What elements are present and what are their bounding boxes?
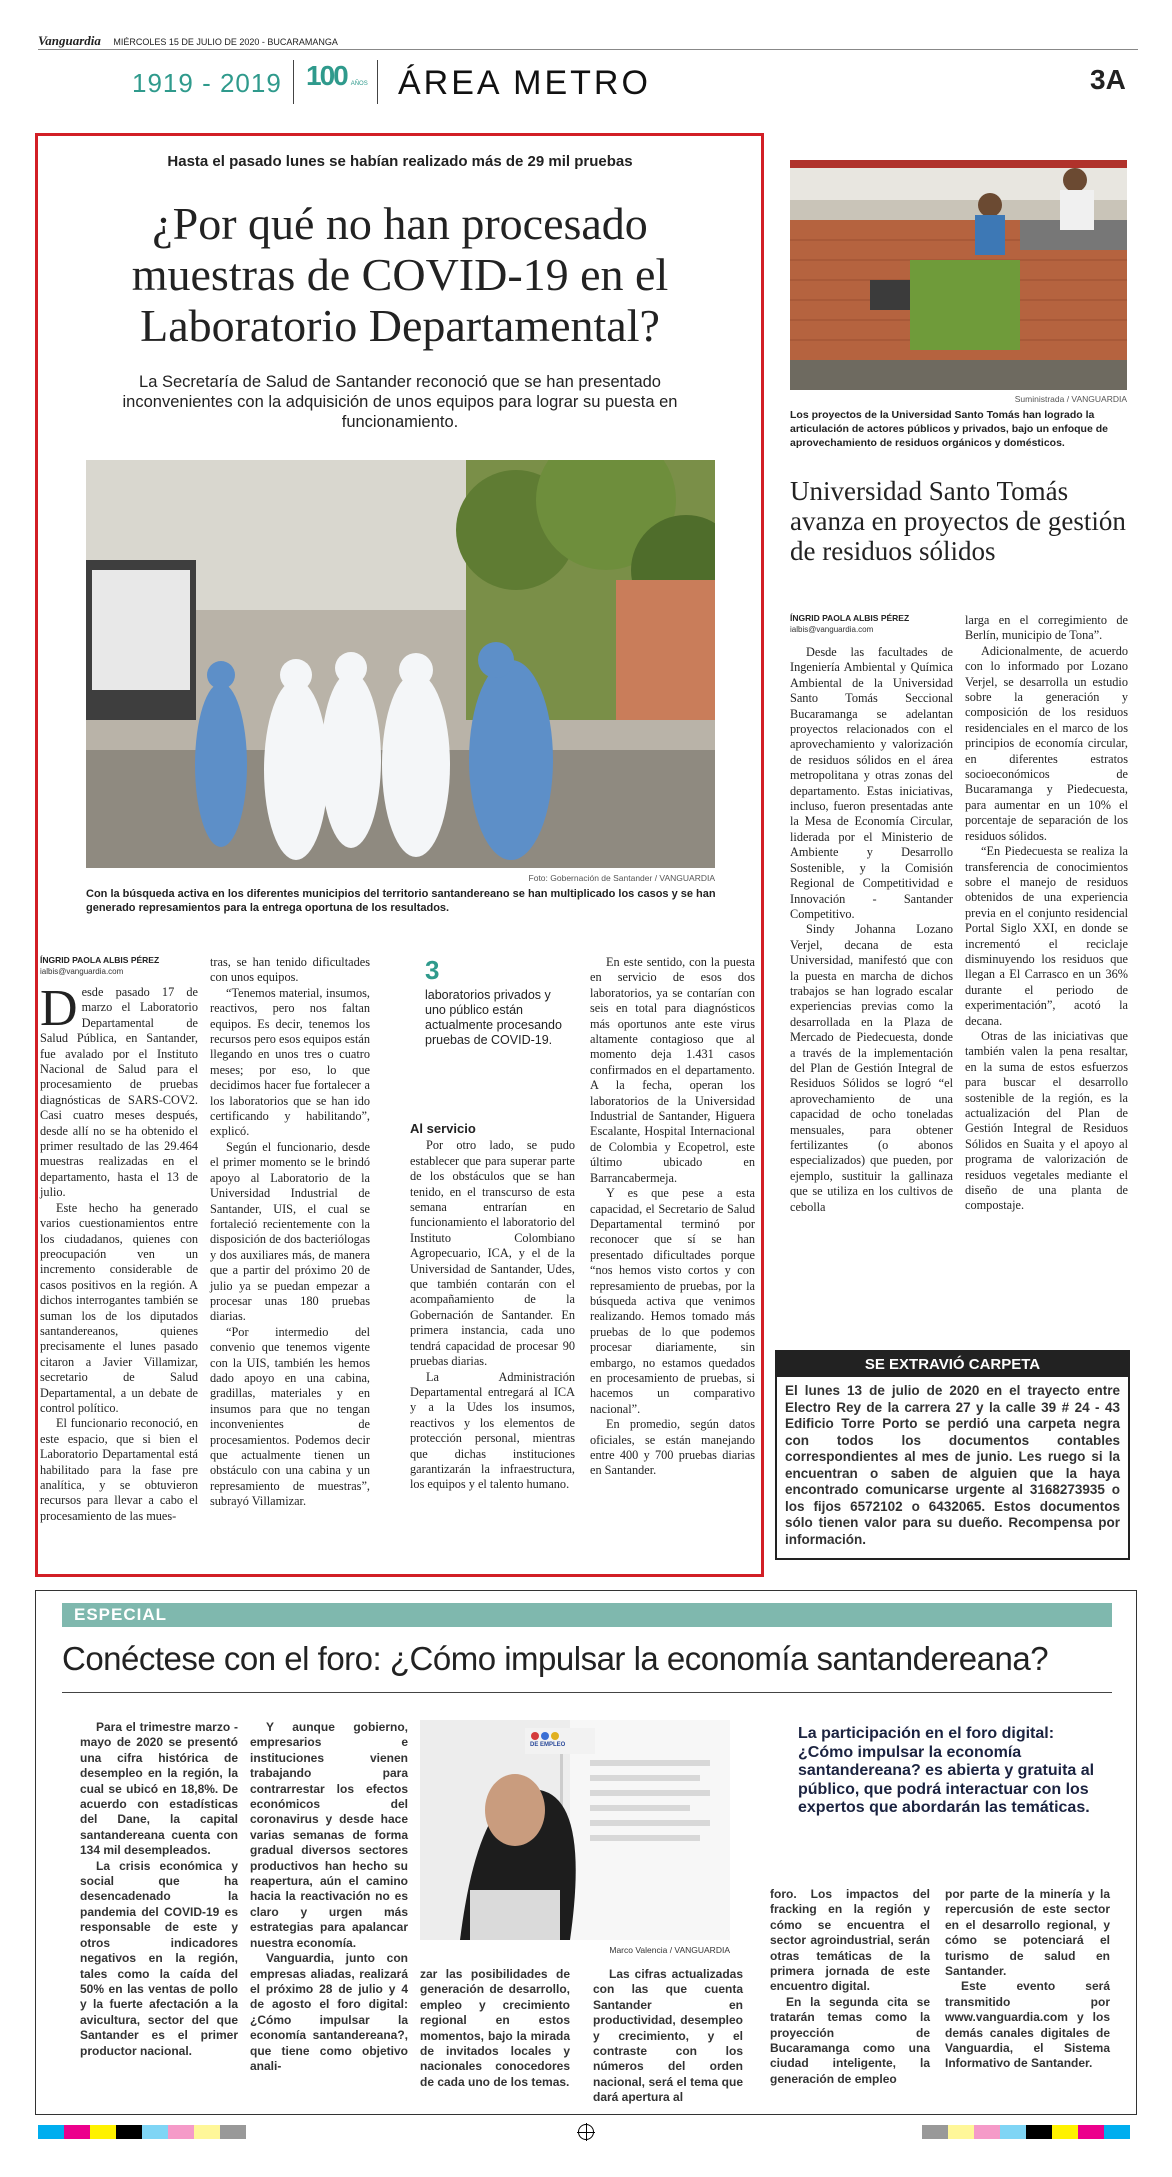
paragraph: El funcionario reconoció, en este espacio, que si bien el Laboratorio Departamental está habilitado para la fase pre analítica, y se obtuvieron recursos para llevar a cabo el procesamiento de las mues- [40, 1416, 198, 1523]
byline-name: ÍNGRID PAOLA ALBIS PÉREZ [790, 613, 910, 623]
paragraph: “En Piedecuesta se realiza la transferencia de conocimientos sobre el manejo de residuos obtenidos de una experiencia previa en el conjunto residencial Portal Siglo XXI, en donde se incrementó el reciclaje disminuyendo los residuos que llegan a El Carrasco en un 36% durante el periodo de experimentación”, acotó la decana. [965, 844, 1128, 1028]
special-headline: Conéctese con el foro: ¿Cómo impulsar la economía santandereana? [62, 1640, 1049, 1677]
side-column-2 [965, 613, 1128, 1214]
health-workers-illustration [86, 460, 715, 868]
job-seeker-illustration [420, 1720, 730, 1940]
classified-text: El lunes 13 de julio de 2020 en el trayecto entre Electro Rey de la carrera 27 y la calle 39 # 24 - 43 Edificio Torre Porto se perdió una carpeta negra con todos los documentos contables correspondientes al mes de junio. Les ruego si la encuentran o saben de alguien que la haya encontrado comunicarse urgente al 3168273935 o los fijos 6572102 o 6432065. Estos documentos sólo tienen valor para su dueño. Recompensa por información. [785, 1383, 1120, 1547]
paragraph: En promedio, según datos oficiales, se están manejando entre 400 y 700 pruebas diarias en Santander. [590, 1417, 755, 1478]
paragraph: larga en el corregimiento de Berlín, municipio de Tona”. [965, 613, 1128, 643]
paragraph: “Tenemos material, insumos, reactivos, pero nos faltan equipos. Es decir, tenemos los recursos pero esos equipos están llegando en unos tres o cuatro meses; por eso, lo que decidimos hacer fue fortalecer a los laboratorios que se han ido certificando y habilitando”, explicó. [210, 985, 370, 1139]
anniversary-logo [293, 60, 378, 104]
side-byline [790, 613, 960, 635]
byline-email: ialbis@vanguardia.com [40, 967, 124, 976]
special-band [62, 1603, 1112, 1627]
side-photo-caption: Los proyectos de la Universidad Santo Tomás han logrado la articulación de actores públicos y privados, bajo un enfoque de aprovechamiento de residuos orgánicos y domésticos. [790, 409, 1108, 449]
paragraph: Adicionalmente, de acuerdo con lo informado por Lozano Verjel, se desarrolla un estudio sobre la generación y composición de los residuos residenciales en el marco de los principios de economía circular, en diferentes estratos socioeconómicos de Bucaramanga y Piedecuesta, para aumentar en un 10% el porcentaje de separación de los residuos sólidos. [965, 643, 1128, 843]
paragraph: Según el funcionario, desde el primer momento se le brindó apoyo al Laboratorio de la Universidad Industrial de Santander, UIS, el cual se fortaleció recientemente con la disposición de dos bacteriólogas y dos auxiliares más, de manera que a partir del próximo 20 de julio ya se puedan empezar a procesar unas 180 pruebas diarias. [210, 1139, 370, 1324]
main-column-2 [210, 955, 370, 1510]
special-promo: La participación en el foro digital: ¿Cómo impulsar la economía santandereana? es abierta y gratuita al público, que podrá interactuar con los expertos que abordarán las temáticas. [798, 1725, 1095, 1816]
paragraph: En la segunda cita se tratarán temas como la proyección de Bucaramanga como una ciudad inteligente, la generación de empleo [770, 1994, 930, 2086]
main-kicker: Hasta el pasado lunes se habían realizado más de 29 mil pruebas [167, 153, 633, 170]
section-title: ÁREA METRO [398, 64, 651, 102]
special-column-3 [420, 1967, 570, 2090]
special-column-4 [593, 1967, 743, 2106]
side-headline: Universidad Santo Tomás avanza en proyectos de gestión de residuos sólidos [790, 476, 1126, 566]
paragraph: Este evento será transmitido por www.vanguardia.com y los demás canales digitales de Vanguardia, el Sistema Informativo de Santander. [945, 1979, 1110, 2071]
color-bar-right [922, 2125, 1132, 2139]
registration-mark-icon [578, 2124, 594, 2140]
masthead-strip [38, 32, 1138, 50]
main-column-4 [590, 955, 755, 1479]
page-number: 3A [1090, 64, 1126, 95]
main-column-3 [410, 1115, 575, 1493]
special-photo-credit: Marco Valencia / VANGUARDIA [609, 1945, 730, 1955]
classified-box [775, 1350, 1130, 1560]
main-byline [40, 955, 200, 977]
sign-text: DE EMPLEO [530, 1742, 566, 1748]
paragraph: Por otro lado, se pudo establecer que para superar parte de los obstáculos que se han tenido, en el transcurso de esta semana entrarían en funcionamiento el laboratorio del Instituto Colombiano Agropecuario, ICA, y el de la Universidad de Santander, Udes, que también contarán con el acompañamiento de la Gobernación de Santander. En primera instancia, cada uno tendrá capacidad de procesar 90 pruebas diarias. [410, 1138, 575, 1369]
paragraph: La crisis económica y social que ha desencadenado la pandemia del COVID-19 es responsable de este y otros indicadores negativos en la región, tales como la caída del 50% en las ventas de pollo y la fuerte afectación a la avicultura, sector del que Santander es el primer productor nacional. [80, 1858, 238, 2058]
years-label: 1919 - 2019 [132, 68, 282, 98]
special-column-1 [80, 1720, 238, 2059]
classified-title: SE EXTRAVIÓ CARPETA [777, 1352, 1128, 1377]
callout-text: laboratorios privados y uno público están actualmente procesando pruebas de COVID-19. [425, 988, 562, 1047]
paragraph: esde pasado 17 de marzo el Laboratorio Departamental de Salud Pública, en Santander, fue avalado por el Instituto Nacional de Salud para el procesamiento de pruebas diagnósticas de SARS-COV2. Casi cuatro meses después, desde allí no se ha obtenido el primer resultado de las 29.464 muestras realizadas en el departamento, hasta el 13 de julio. [40, 985, 198, 1200]
special-column-5 [770, 1887, 930, 2087]
compost-machine-illustration [790, 160, 1127, 390]
paragraph: zar las posibilidades de generación de desarrollo, empleo y crecimiento regional en estos momentos, bajo la mirada de invitados locales y nacionales conocedores de cada uno de los temas. [420, 1967, 570, 2089]
paragraph: “Por intermedio del convenio que tenemos vigente con la UIS, también les hemos dado apoyo en una cabina, gradillas, materiales y en insumos para que no tengan inconvenientes de procesamientos. Podemos decir que actualmente tienen un obstáculo con una cabina y un represamiento de muestras”, subrayó Villamizar. [210, 1324, 370, 1509]
main-photo-caption: Con la búsqueda activa en los diferentes municipios del territorio santandereano se han multiplicado los casos y se han generado represamientos para la entrega oportuna de los resultados. [86, 888, 716, 914]
main-column-1 [40, 980, 198, 1524]
paragraph: Y aunque gobierno, empresarios e instituciones vienen trabajando para contrarrestar los efectos económicos del coronavirus y desde hace varias semanas de forma gradual diversos sectores productivos han hecho su reapertura, aún el camino hacia la reactivación no es claro y urgen más estrategias para apalancar nuestra economía. [250, 1720, 408, 1950]
color-bar-left [38, 2125, 248, 2139]
paragraph: Desde las facultades de Ingeniería Ambiental y Química Ambiental de la Universidad Santo Tomás Seccional Bucaramanga se adelantan proyectos relacionados con el aprovechamiento y valorización de residuos sólidos en el área metropolitana y otras zonas del departamento. Estas iniciativas, incluso, fueron presentadas ante la Mesa de Economía Circular, liderada por el Ministerio de Ambiente y Desarrollo Sostenible, y la Comisión Regional de Competitividad e Innovación - Santander Competitivo. [790, 645, 953, 921]
paragraph: Las cifras actualizadas con las que cuenta Santander en productividad, desempleo y crecimiento, y el contraste con los números del orden nacional, será el tema que dará apertura al [593, 1967, 743, 2105]
paragraph: Vanguardia, junto con empresas aliadas, realizará el próximo 28 de julio y 4 de agosto el foro digital: ¿Cómo impulsar la economía santandereana?, que tiene como objetivo anali- [250, 1951, 408, 2073]
byline-name: ÍNGRID PAOLA ALBIS PÉREZ [40, 955, 160, 965]
special-label: ESPECIAL [74, 1605, 168, 1624]
callout-number: 3 [425, 955, 440, 985]
dateline: MIÉRCOLES 15 DE JULIO DE 2020 - BUCARAMANGA [113, 37, 338, 47]
special-column-6 [945, 1887, 1110, 2072]
paragraph: Este hecho ha generado varios cuestionamientos entre los ciudadanos, quienes con preocupación ven un incremento considerable de casos positivos en la región. A dichos interrogantes también se suman los de los diputados santandereanos, quienes precisamente el lunes pasado citaron a Javier Villamizar, secretario de Salud Departamental, a un debate de control político. [40, 1200, 198, 1415]
byline-email: ialbis@vanguardia.com [790, 625, 874, 634]
paragraph: En este sentido, con la puesta en servicio de esos dos laboratorios, ya se contarían con seis en total para diagnósticos más oportunos ante este virus altamente contagioso que al momento deja 1.431 casos confirmados en el departamento. A la fecha, operan los laboratorios de la Universidad Industrial de Santander, Higuera Escalante, Hospital Internacional de Colombia y Ecopetrol, este último ubicado en Barrancabermeja. [590, 955, 755, 1185]
paragraph: tras, se han tenido dificultades con unos equipos. [210, 955, 370, 985]
main-photo [86, 460, 715, 868]
brand-logo: Vanguardia [38, 33, 101, 48]
anniversary-number: 100 [306, 60, 347, 91]
anniversary-sub: AÑOS [350, 81, 368, 87]
paragraph: La Administración Departamental entregará al ICA y a la Udes los insumos, reactivos y los elementos de protección personal, mientras que dichas instituciones garantizarán la infraestructura, los equipos y el talento humano. [410, 1369, 575, 1492]
side-photo-credit: Suministrada / VANGUARDIA [1014, 394, 1127, 404]
side-column-1 [790, 645, 953, 1215]
main-photo-credit: Foto: Gobernación de Santander / VANGUARDIA [528, 873, 715, 883]
subhead: Al servicio [410, 1121, 476, 1136]
paragraph: foro. Los impactos del fracking en la región y cómo se encuentra el sector agroindustrial, serán otras temáticas de la primera jornada de este encuentro digital. [770, 1887, 930, 1994]
main-headline: ¿Por qué no han procesado muestras de COVID-19 en el Laboratorio Departamental? [131, 198, 669, 351]
special-title-rule [62, 1692, 1112, 1693]
paragraph: Otras de las iniciativas que también valen la pena resaltar, en la suma de estos esfuerzos para buscar el desarrollo sostenible de la región, es la actualización del Plan de Gestión Integral de Residuos Sólidos en Suaita y el apoyo al programa de valorización de residuos vegetales mediante el diseño de una planta de compostaje. [965, 1028, 1128, 1213]
main-dek: La Secretaría de Salud de Santander reconoció que se han presentado inconvenientes con la adquisición de unos equipos para lograr su puesta en funcionamiento. [122, 373, 678, 431]
paragraph: por parte de la minería y la repercusión de este sector en el desarrollo regional, y cómo se potenciará el turismo de salud en Santander. [945, 1887, 1110, 1979]
special-photo [420, 1720, 730, 1940]
drop-cap: D [40, 980, 78, 1037]
side-photo [790, 160, 1127, 390]
special-column-2 [250, 1720, 408, 2074]
paragraph: Sindy Johanna Lozano Verjel, decana de esta Universidad, manifestó que con la puesta en marcha de dichos trabajos se han logrado escalar experiencias previas como la desarrollada en la Plaza de Mercado de Piedecuesta, donde a través de la implementación del Plan de Gestión Integral de Residuos Sólidos se logró “el aprovechamiento de una capacidad de ocho toneladas mensuales, para obtener fertilizantes (o abonos especializados) que pueden, por ejemplo, sustituir la gallinaza que se utiliza en los cultivos de cebolla [790, 922, 953, 1214]
paragraph: Y es que pese a esta capacidad, el Secretario de Salud Departamental terminó por reconocer que sí se han presentado dificultades porque “nos hemos visto cortos y con represamiento de pruebas, por la búsqueda activa que venimos realizando. Hemos tomado más pruebas de lo que podemos procesar diariamente, sin embargo, no estamos quedados en procesamiento de pruebas, si hacemos un comparativo nacional”. [590, 1186, 755, 1416]
paragraph: Para el trimestre marzo - mayo de 2020 se presentó una cifra histórica de desempleo en la región, la cual se ubicó en 18,8%. De acuerdo con estadísticas del Dane, la capital santandereana cuenta con 134 mil desempleados. [80, 1720, 238, 1858]
